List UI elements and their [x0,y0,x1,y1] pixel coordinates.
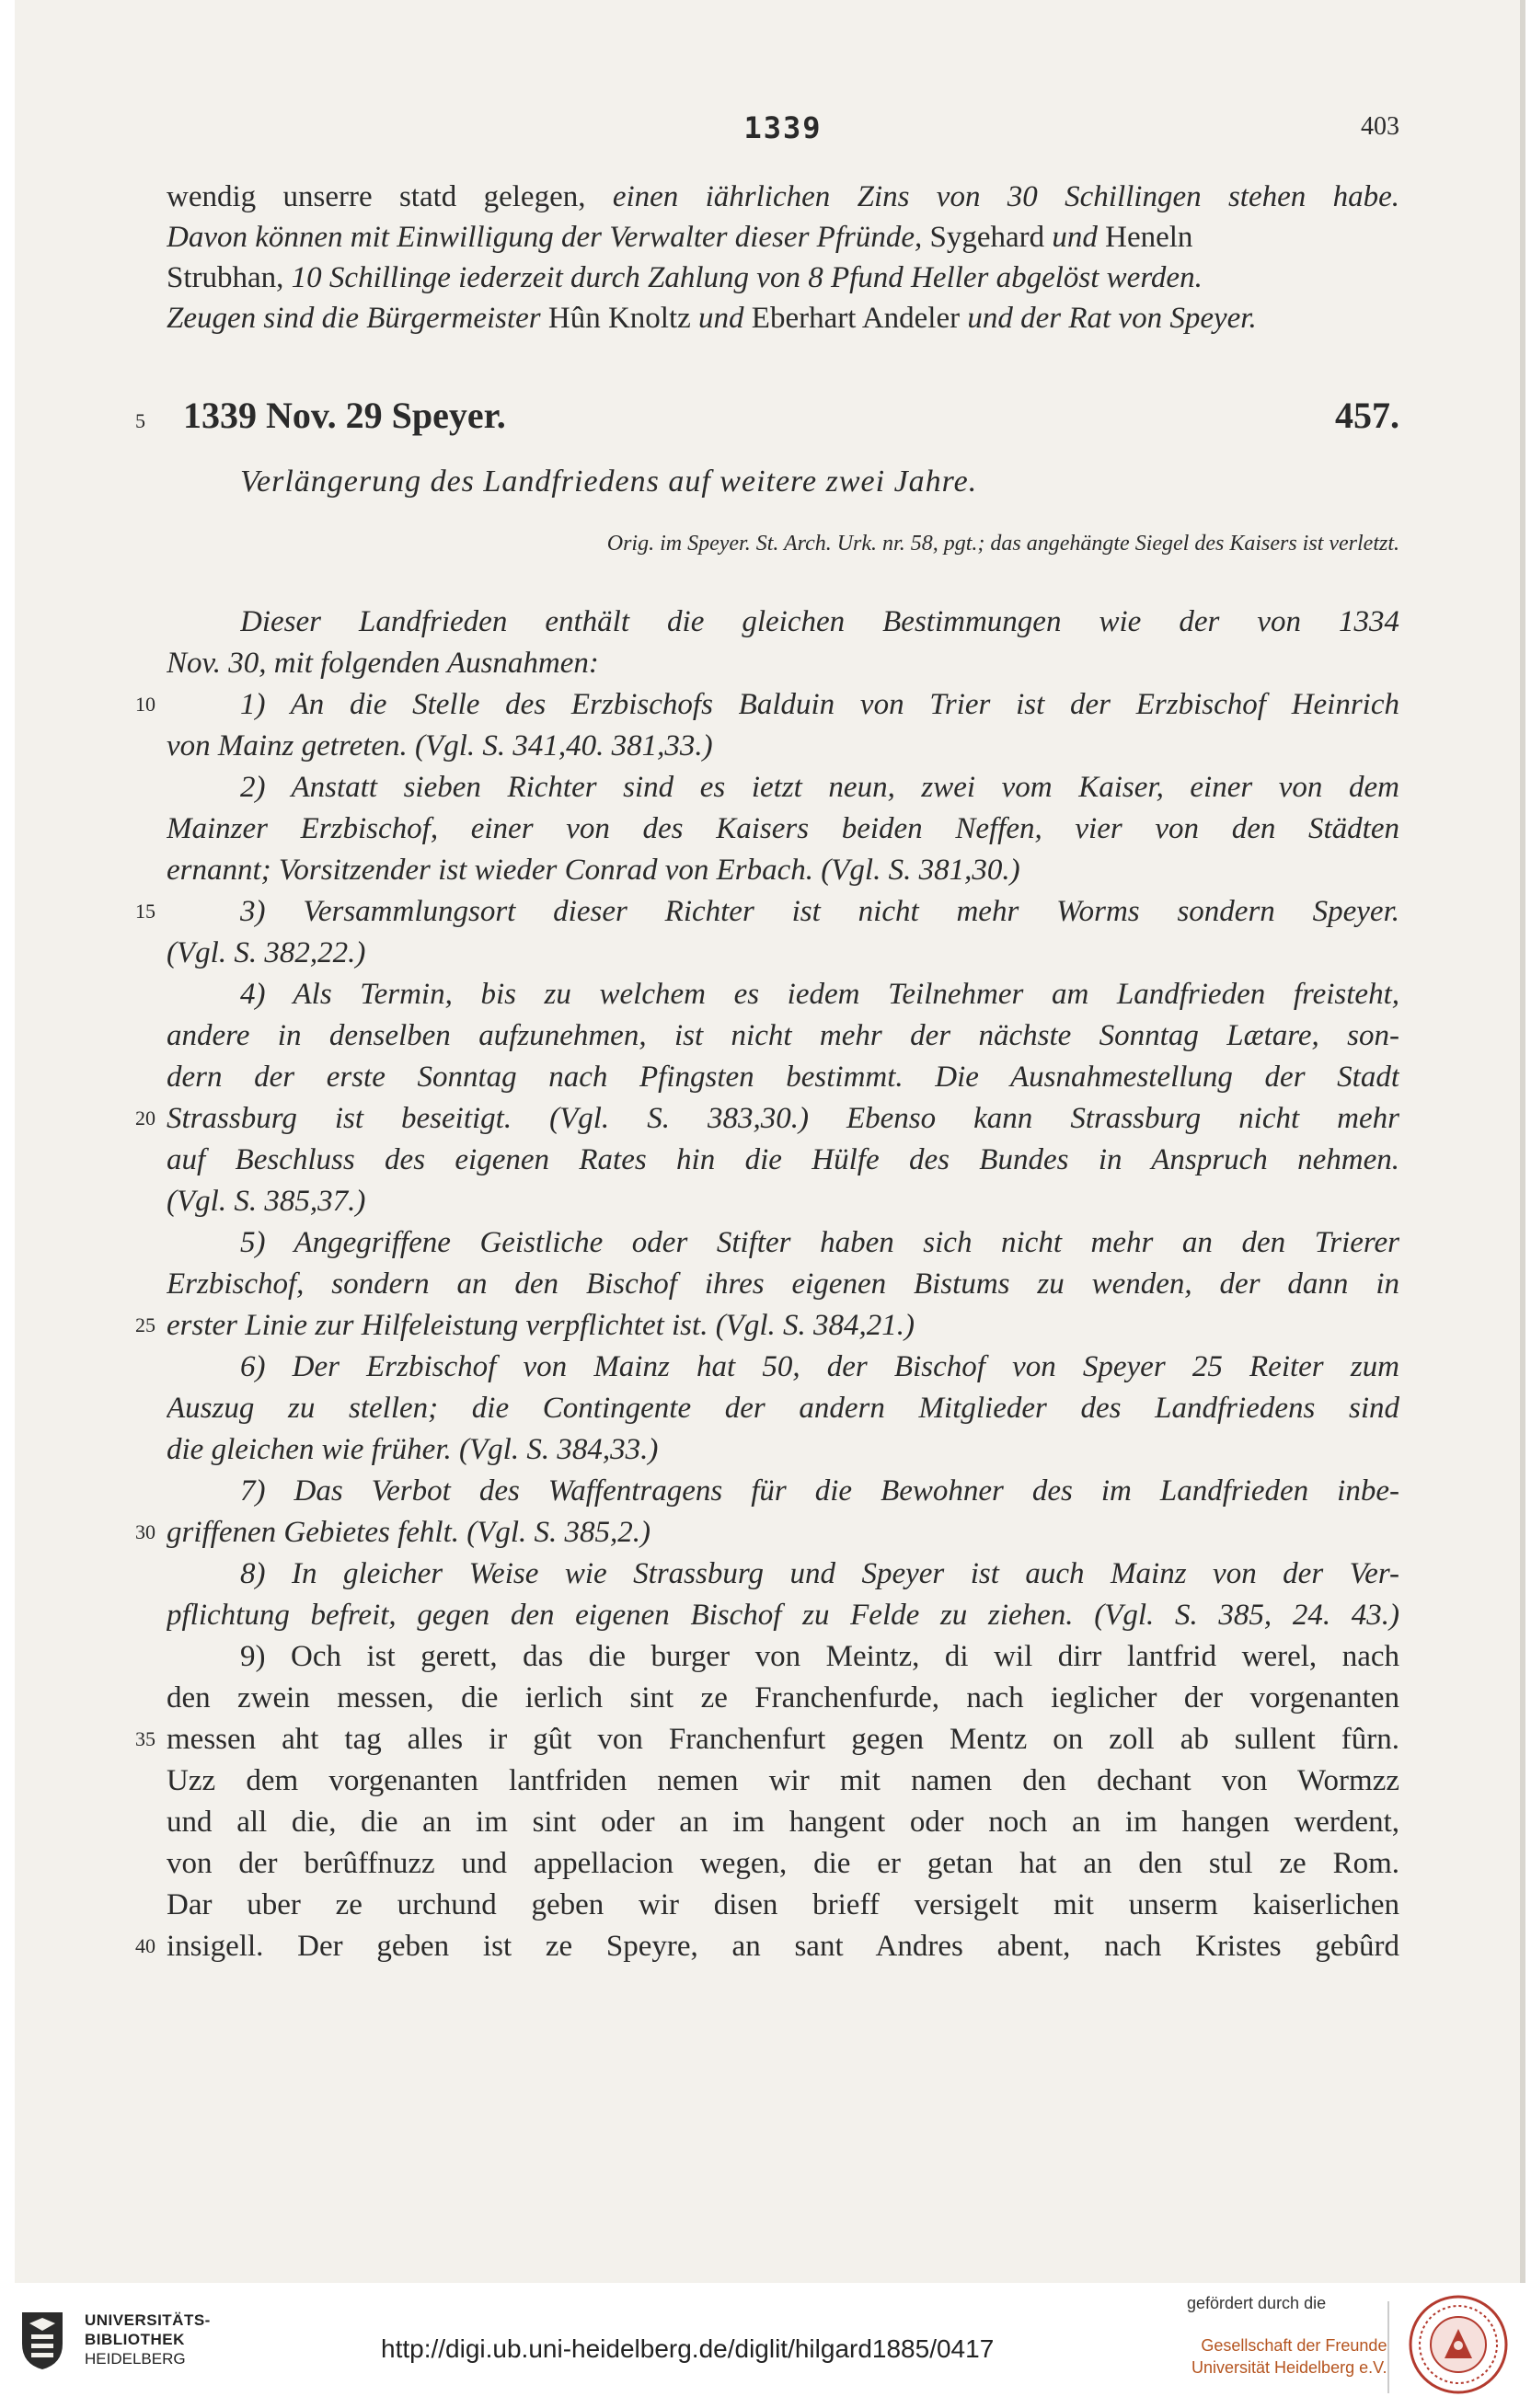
text-run: wendig unserre statd gelegen, [167,180,613,213]
body-line: 1) An die Stelle des Erzbischofs Balduin von Trier ist der Erzbischof Heinrich [240,688,1399,721]
body-line: Dar uber ze urchund geben wir disen brieff versigelt mit unserm kaiserlichen [167,1888,1399,1921]
body-line: 9) Och ist gerett, das die burger von Meintz, di wil dirr lantfrid werel, nach [240,1640,1399,1673]
body-line: pflichtung befreit, gegen den eigenen Bischof zu Felde zu ziehen. (Vgl. S. 385, 24. 43.) [167,1599,1399,1632]
university-seal-icon [1408,2294,1509,2395]
text-run: Sygehard [929,221,1053,254]
continuation-line [167,177,1399,217]
body-line: griffenen Gebietes fehlt. (Vgl. S. 385,2.) [167,1516,651,1549]
body-line: von Mainz getreten. (Vgl. S. 341,40. 381,33.) [167,729,713,763]
line-number: 20 [135,1107,155,1129]
body-line: (Vgl. S. 385,37.) [167,1185,366,1218]
body-line: 2) Anstatt sieben Richter sind es ietzt neun, zwei vom Kaiser, einer von dem [240,771,1399,804]
body-line: 8) In gleicher Weise wie Strassburg und Speyer ist auch Mainz von der Ver- [240,1557,1399,1590]
entry-date: 1339 Nov. 29 Speyer. [183,395,506,436]
footer-divider [1387,2301,1389,2393]
line-number: 5 [135,409,145,432]
footer-bar [0,2283,1531,2408]
line-number: 35 [135,1727,155,1750]
body-line: den zwein messen, die ierlich sint ze Franchenfurde, nach ieglicher der vorgenanten [167,1681,1399,1714]
body-line: dern der erste Sonntag nach Pfingsten bestimmt. Die Ausnahmestellung der Stadt [167,1061,1399,1094]
body-line: messen aht tag alles ir gût von Franchenfurt gegen Mentz on zoll ab sullent fûrn. [167,1723,1399,1756]
text-run: einen iährlichen Zins von 30 Schillingen stehen habe. [612,180,1399,213]
body-line: und all die, die an im sint oder an im hangent oder noch an im hangen werdent, [167,1806,1399,1839]
page-number: 403 [1361,112,1399,141]
continuation-line [167,217,1399,258]
body-line: Auszug zu stellen; die Contingente der andern Mitglieder des Landfriedens sind [167,1392,1399,1425]
society-name [1191,2334,1387,2379]
line-text [167,177,1399,217]
source-note: Orig. im Speyer. St. Arch. Urk. nr. 58, pgt.; das angehängte Siegel des Kaisers ist verletzt. [606,532,1399,556]
page-edge-shadow [1520,0,1525,2283]
text-run: Heneln [1105,221,1193,254]
regest-title: Verlängerung des Landfriedens auf weitere zwei Jahre. [240,464,978,499]
permalink-url[interactable]: http://digi.ub.uni-heidelberg.de/diglit/hilgard1885/0417 [381,2334,995,2363]
library-name [85,2311,211,2368]
text-run: Strubhan, [167,261,292,294]
body-line: auf Beschluss des eigenen Rates hin die Hülfe des Bundes in Anspruch nehmen. [167,1143,1399,1176]
line-number: 10 [135,693,155,716]
scanned-page [15,0,1525,2283]
body-line: erster Linie zur Hilfeleistung verpflichtet ist. (Vgl. S. 384,21.) [167,1309,915,1342]
society-name-line: Universität Heidelberg e.V. [1191,2358,1387,2377]
continuation-line [167,258,1399,298]
body-line: 3) Versammlungsort dieser Richter ist nicht mehr Worms sondern Speyer. [240,895,1399,928]
body-line: 5) Angegriffene Geistliche oder Stifter haben sich nicht mehr an den Trierer [240,1226,1399,1259]
line-number: 15 [135,900,155,923]
body-line: 6) Der Erzbischof von Mainz hat 50, der Bischof von Speyer 25 Reiter zum [240,1350,1399,1383]
body-line: (Vgl. S. 382,22.) [167,936,366,969]
library-name-line: UNIVERSITÄTS- [85,2311,211,2329]
body-line: ernannt; Vorsitzender ist wieder Conrad von Erbach. (Vgl. S. 381,30.) [167,854,1020,887]
text-run: Davon können mit Einwilligung der Verwalter dieser Pfründe, [167,221,930,254]
body-line: insigell. Der geben ist ze Speyre, an sant Andres abent, nach Kristes gebûrd [167,1930,1399,1963]
body-line: Uzz dem vorgenanten lantfriden nemen wir mit namen den dechant von Wormzz [167,1764,1399,1797]
body-line: Erzbischof, sondern an den Bischof ihres eigenen Bistums zu wenden, der dann in [167,1267,1399,1301]
line-number: 25 [135,1313,155,1336]
text-run: 10 Schillinge iederzeit durch Zahlung von 8 Pfund Heller abgelöst werden. [291,261,1203,294]
library-name-line: BIBLIOTHEK [85,2331,185,2348]
entry-number: 457. [1335,395,1399,436]
library-logo-icon [17,2307,68,2371]
line-number: 40 [135,1934,155,1957]
body-line: andere in denselben aufzunehmen, ist nicht mehr der nächste Sonntag Lætare, son- [167,1019,1399,1052]
body-line: 7) Das Verbot des Waffentragens für die Bewohner des im Landfrieden inbe- [240,1474,1399,1508]
funded-by-label: gefördert durch die [1187,2294,1327,2312]
body-line: 4) Als Termin, bis zu welchem es iedem Teilnehmer am Landfrieden freisteht, [240,978,1399,1011]
entry-heading [183,394,1399,449]
body-line: von der berûffnuzz und appellacion wegen, die er getan hat an den stul ze Rom. [167,1847,1399,1880]
library-name-line: HEIDELBERG [85,2350,186,2368]
society-name-line: Gesellschaft der Freunde [1201,2336,1387,2355]
text-run: und [1052,221,1106,254]
running-head-year: 1339 [743,110,823,145]
page-text-block [135,0,1399,2283]
body-line: Mainzer Erzbischof, einer von des Kaisers beiden Neffen, vier von den Städten [167,812,1399,845]
text-run: Eberhart Andeler [751,302,968,335]
line-number: 30 [135,1520,155,1543]
continuation-line [167,298,1399,338]
body-line: Strassburg ist beseitigt. (Vgl. S. 383,30.) Ebenso kann Strassburg nicht mehr [167,1102,1399,1135]
body-line: die gleichen wie früher. (Vgl. S. 384,33.) [167,1433,659,1466]
text-run: Hûn Knoltz [547,302,699,335]
text-run: Zeugen sind die Bürgermeister [167,302,548,335]
text-run: und der Rat von Speyer. [967,302,1257,335]
text-run: und [698,302,752,335]
body-line: Dieser Landfrieden enthält die gleichen Bestimmungen wie der von 1334 [240,605,1399,638]
body-line: Nov. 30, mit folgenden Ausnahmen: [167,647,599,680]
